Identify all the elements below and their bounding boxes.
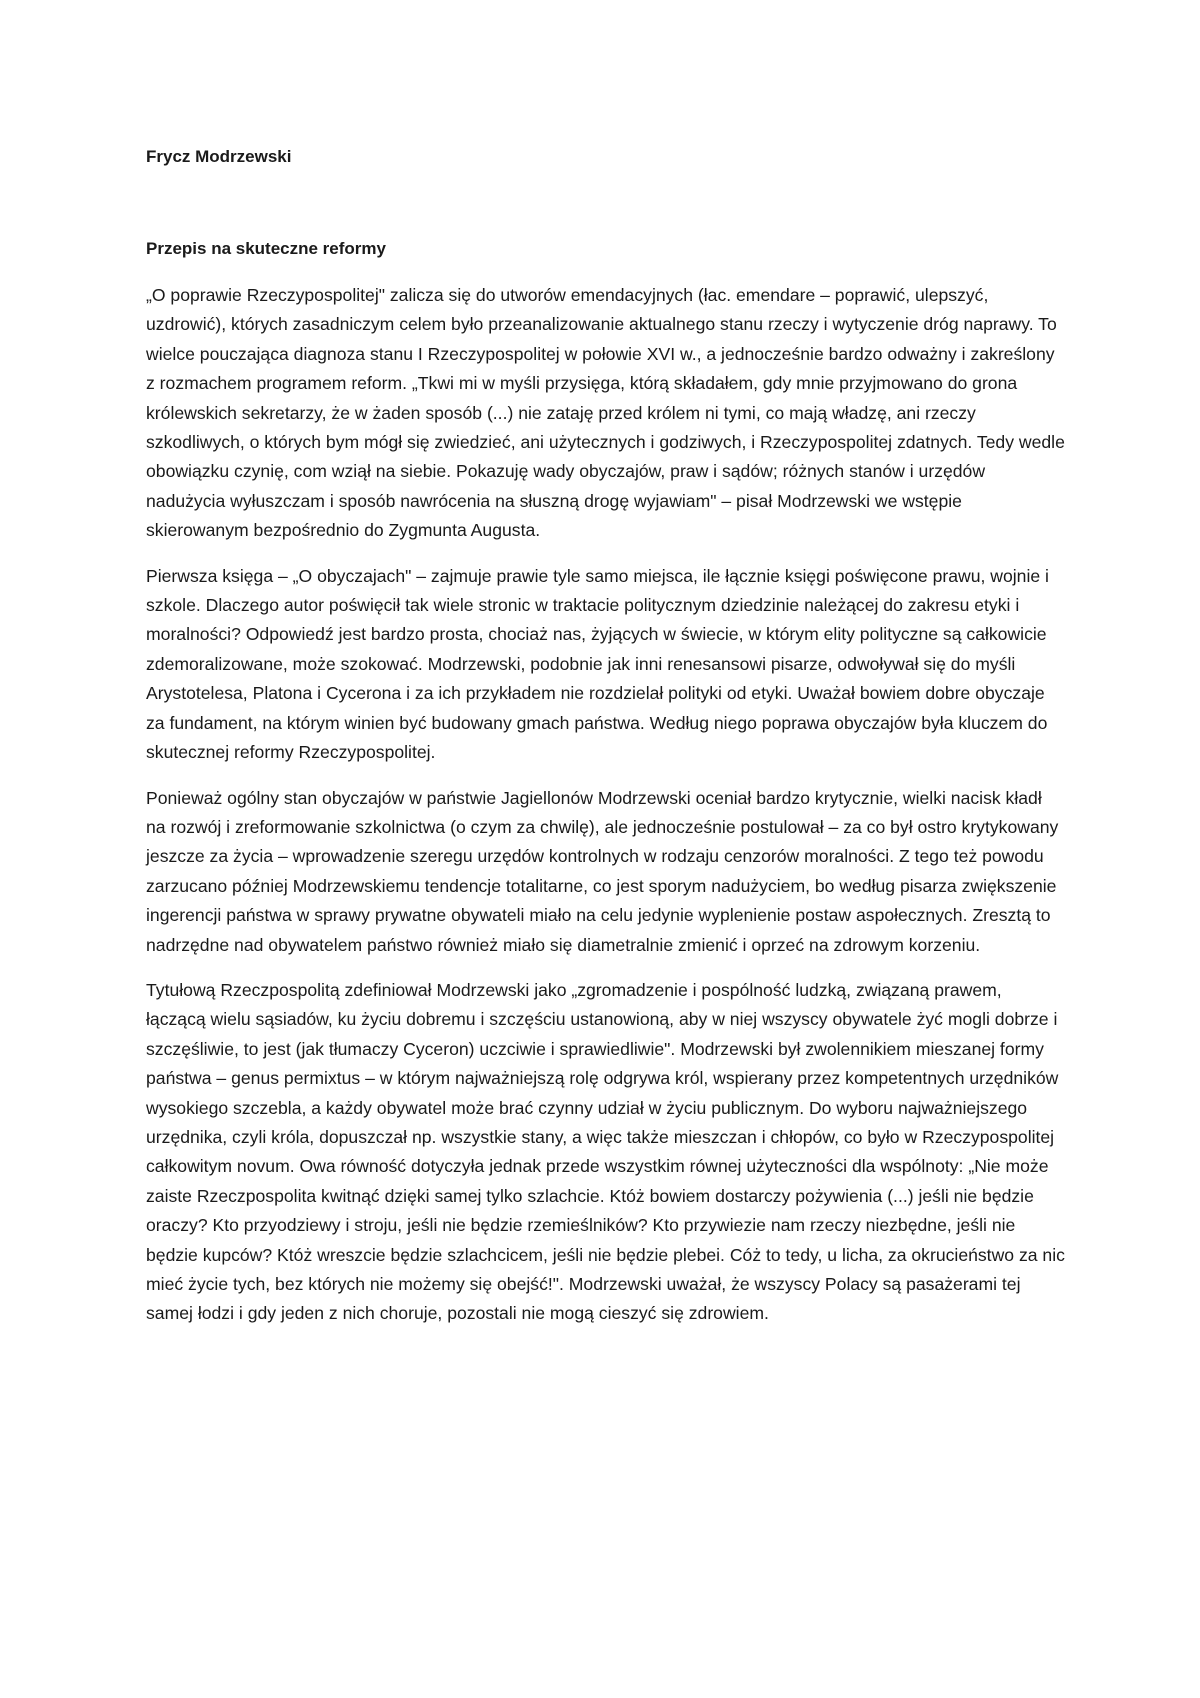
paragraph-4: Tytułową Rzeczpospolitą zdefiniował Modrzewski jako „zgromadzenie i pospólność ludzką, związaną prawem, łączącą wielu sąsiadów, ku życiu dobremu i szczęściu ustanowioną, aby w niej wszyscy obywatele żyć mogli dobrze i szczęśliwie, to jest (jak tłumaczy Cyceron) uczciwie i sprawiedliwie". Modrzewski był zwolennikiem mieszanej formy państwa – genus permixtus – w którym najważniejszą rolę odgrywa król, wspierany przez kompetentnych urzędników wysokiego szczebla, a każdy obywatel może brać czynny udział w życiu publicznym. Do wyboru najważniejszego urzędnika, czyli króla, dopuszczał np. wszystkie stany, a więc także mieszczan i chłopów, co było w Rzeczypospolitej całkowitym novum. Owa równość dotyczyła jednak przede wszystkim równej użyteczności dla wspólnoty: „Nie może zaiste Rzeczpospolita kwitnąć dzięki samej tylko szlachcie. Któż bowiem dostarczy pożywienia (...) jeśli nie będzie oraczy? Kto przyodziewy i stroju, jeśli nie będzie rzemieślników? Kto przywiezie nam rzeczy niezbędne, jeśli nie będzie kupców? Któż wreszcie będzie szlachcicem, jeśli nie będzie plebei. Cóż to tedy, u licha, za okrucieństwo za nic mieć życie tych, bez których nie możemy się obejść!". Modrzewski uważał, że wszyscy Polacy są pasażerami tej samej łodzi i gdy jeden z nich choruje, pozostali nie mogą cieszyć się zdrowiem. — [146, 979, 1065, 1324]
paragraph-3: Ponieważ ogólny stan obyczajów w państwie Jagiellonów Modrzewski oceniał bardzo krytycznie, wielki nacisk kładł na rozwój i zreformowanie szkolnictwa (o czym za chwilę), ale jednocześnie postulował – za co był ostro krytykowany jeszcze za życia – wprowadzenie szeregu urzędów kontrolnych w rodzaju cenzorów moralności. Z tego też powodu zarzucano później Modrzewskiemu tendencje totalitarne, co jest sporym nadużyciem, bo według pisarza zwiększenie ingerencji państwa w sprawy prywatne obywateli miało na celu jedynie wyplenienie postaw aspołecznych. Zresztą to nadrzędne nad obywatelem państwo również miało się diametralnie zmienić i oprzeć na zdrowym korzeniu. — [146, 787, 1059, 955]
paragraph-1: „O poprawie Rzeczypospolitej" zalicza się do utworów emendacyjnych (łac. emendare – poprawić, ulepszyć, uzdrowić), których zasadniczym celem było przeanalizowanie aktualnego stanu rzeczy i wytyczenie dróg naprawy. To wielce pouczająca diagnoza stanu I Rzeczypospolitej w połowie XVI w., a jednocześnie bardzo odważny i zakreślony z rozmachem programem reform. „Tkwi mi w myśli przysięga, którą składałem, gdy mnie przyjmowano do grona królewskich sekretarzy, że w żaden sposób (...) nie zataję przed królem ni tymi, co mają władzę, ani rzeczy szkodliwych, o których bym mógł się zwiedzieć, ani użytecznych i godziwych, i Rzeczypospolitej zdatnych. Tedy wedle obowiązku czynię, com wziął na siebie. Pokazuję wady obyczajów, praw i sądów; różnych stanów i urzędów nadużycia wyłuszczam i sposób nawrócenia na słuszną drogę wyjawiam" – pisał Modrzewski we wstępie skierowanym bezpośrednio do Zygmunta Augusta. — [146, 285, 1065, 541]
document-title: Frycz Modrzewski — [146, 147, 292, 166]
paragraph-2: Pierwsza księga – „O obyczajach" – zajmuje prawie tyle samo miejsca, ile łącznie księgi poświęcone prawu, wojnie i szkole. Dlaczego autor poświęcił tak wiele stronic w traktacie politycznym dziedzinie należącej do zakresu etyki i moralności? Odpowiedź jest bardzo prosta, chociaż nas, żyjących w świecie, w którym elity polityczne są całkowicie zdemoralizowane, może szokować. Modrzewski, podobnie jak inni renesansowi pisarze, odwoływał się do myśli Arystotelesa, Platona i Cycerona i za ich przykładem nie rozdzielał polityki od etyki. Uważał bowiem dobre obyczaje za fundament, na którym winien być budowany gmach państwa. Według niego poprawa obyczajów była kluczem do skutecznej reformy Rzeczypospolitej. — [146, 565, 1049, 763]
document-page — [146, 142, 1066, 1345]
section-title: Przepis na skuteczne reformy — [146, 239, 386, 258]
